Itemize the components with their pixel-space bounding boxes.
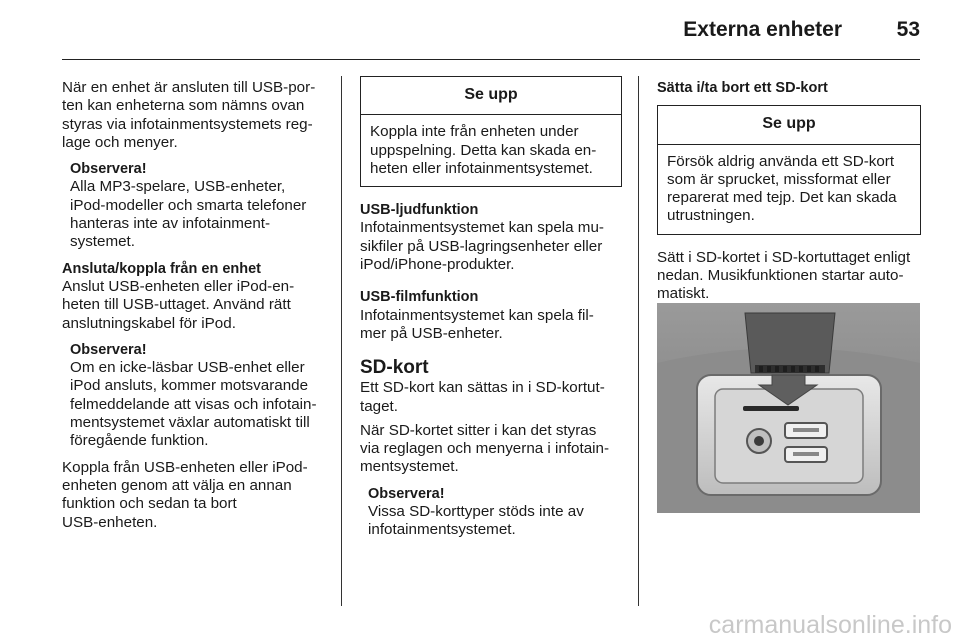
column-3 <box>657 79 921 304</box>
intro-paragraph: När en enhet är ansluten till USB-por- ten kan enheterna som nämns ovan styras via infotainmentsystemets reg- lage och menyer. <box>62 79 316 151</box>
sd-card-paragraph: Ett SD-kort kan sättas in i SD-kortut- taget. <box>360 379 605 415</box>
usb-audio-heading: USB-ljudfunktion <box>360 202 479 219</box>
column-divider-1 <box>341 76 342 606</box>
caution-box <box>360 76 622 187</box>
sd-insert-paragraph: Sätt i SD-kortet i SD-kortuttaget enligt nedan. Musikfunktionen startar auto- matiskt. <box>657 248 911 303</box>
note-text: Alla MP3-spelare, USB-enheter, iPod-modeller och smarta telefoner hanteras inte av infotainment- systemet. <box>70 178 307 251</box>
note-block-3 <box>360 485 622 540</box>
page-number: 53 <box>896 18 920 41</box>
note-title: Observera! <box>368 485 445 502</box>
sd-insert-heading: Sätta i/ta bort ett SD-kort <box>657 80 828 96</box>
usb-video-heading: USB-filmfunktion <box>360 289 479 306</box>
column-1 <box>62 79 334 532</box>
watermark: carmanualsonline.info <box>708 611 952 639</box>
connect-paragraph: Anslut USB-enheten eller iPod-en- heten till USB-uttaget. Använd rätt anslutningskabel för iPod. <box>62 277 295 332</box>
sd-card-title: SD-kort <box>360 357 429 379</box>
sd-slot-illustration <box>657 303 920 513</box>
page-title: Externa enheter <box>683 18 842 41</box>
caution-text: Försök aldrig använda ett SD-kort som är sprucket, missformat eller reparerat med tejp. Det kan skada utrustningen. <box>667 152 897 225</box>
caution-text: Koppla inte från enheten under uppspelning. Detta kan skada en- heten eller infotainmentsystemet. <box>370 123 597 177</box>
usb-video-paragraph: Infotainmentsystemet kan spela fil- mer på USB-enheter. <box>360 306 594 342</box>
caution-title: Se upp <box>658 106 920 144</box>
usb-audio-paragraph: Infotainmentsystemet kan spela mu- sikfiler på USB-lagringsenheter eller iPod/iPhone-produkter. <box>360 219 604 274</box>
note-block-2 <box>62 341 334 451</box>
caution-box <box>657 105 921 234</box>
caution-title: Se upp <box>361 77 621 115</box>
sd-control-paragraph: När SD-kortet sitter i kan det styras via reglagen och menyerna i infotain- mentsystemet. <box>360 421 610 476</box>
note-title: Observera! <box>70 161 147 178</box>
disconnect-paragraph: Koppla från USB-enheten eller iPod- enheten genom att välja en annan funktion och sedan ta bort USB-enheten. <box>62 458 308 531</box>
note-title: Observera! <box>70 341 147 358</box>
note-text: Vissa SD-korttyper stöds inte av infotainmentsystemet. <box>368 503 584 539</box>
column-divider-2 <box>638 76 639 606</box>
connect-heading: Ansluta/koppla från en enhet <box>62 260 261 277</box>
note-text: Om en icke-läsbar USB-enhet eller iPod ansluts, kommer motsvarande felmeddelande att visas och infotain- mentsystemet växlar automatiskt till föregående funktion. <box>70 359 317 450</box>
note-block-1 <box>62 160 334 251</box>
header-divider <box>62 59 920 60</box>
column-2 <box>360 76 622 540</box>
